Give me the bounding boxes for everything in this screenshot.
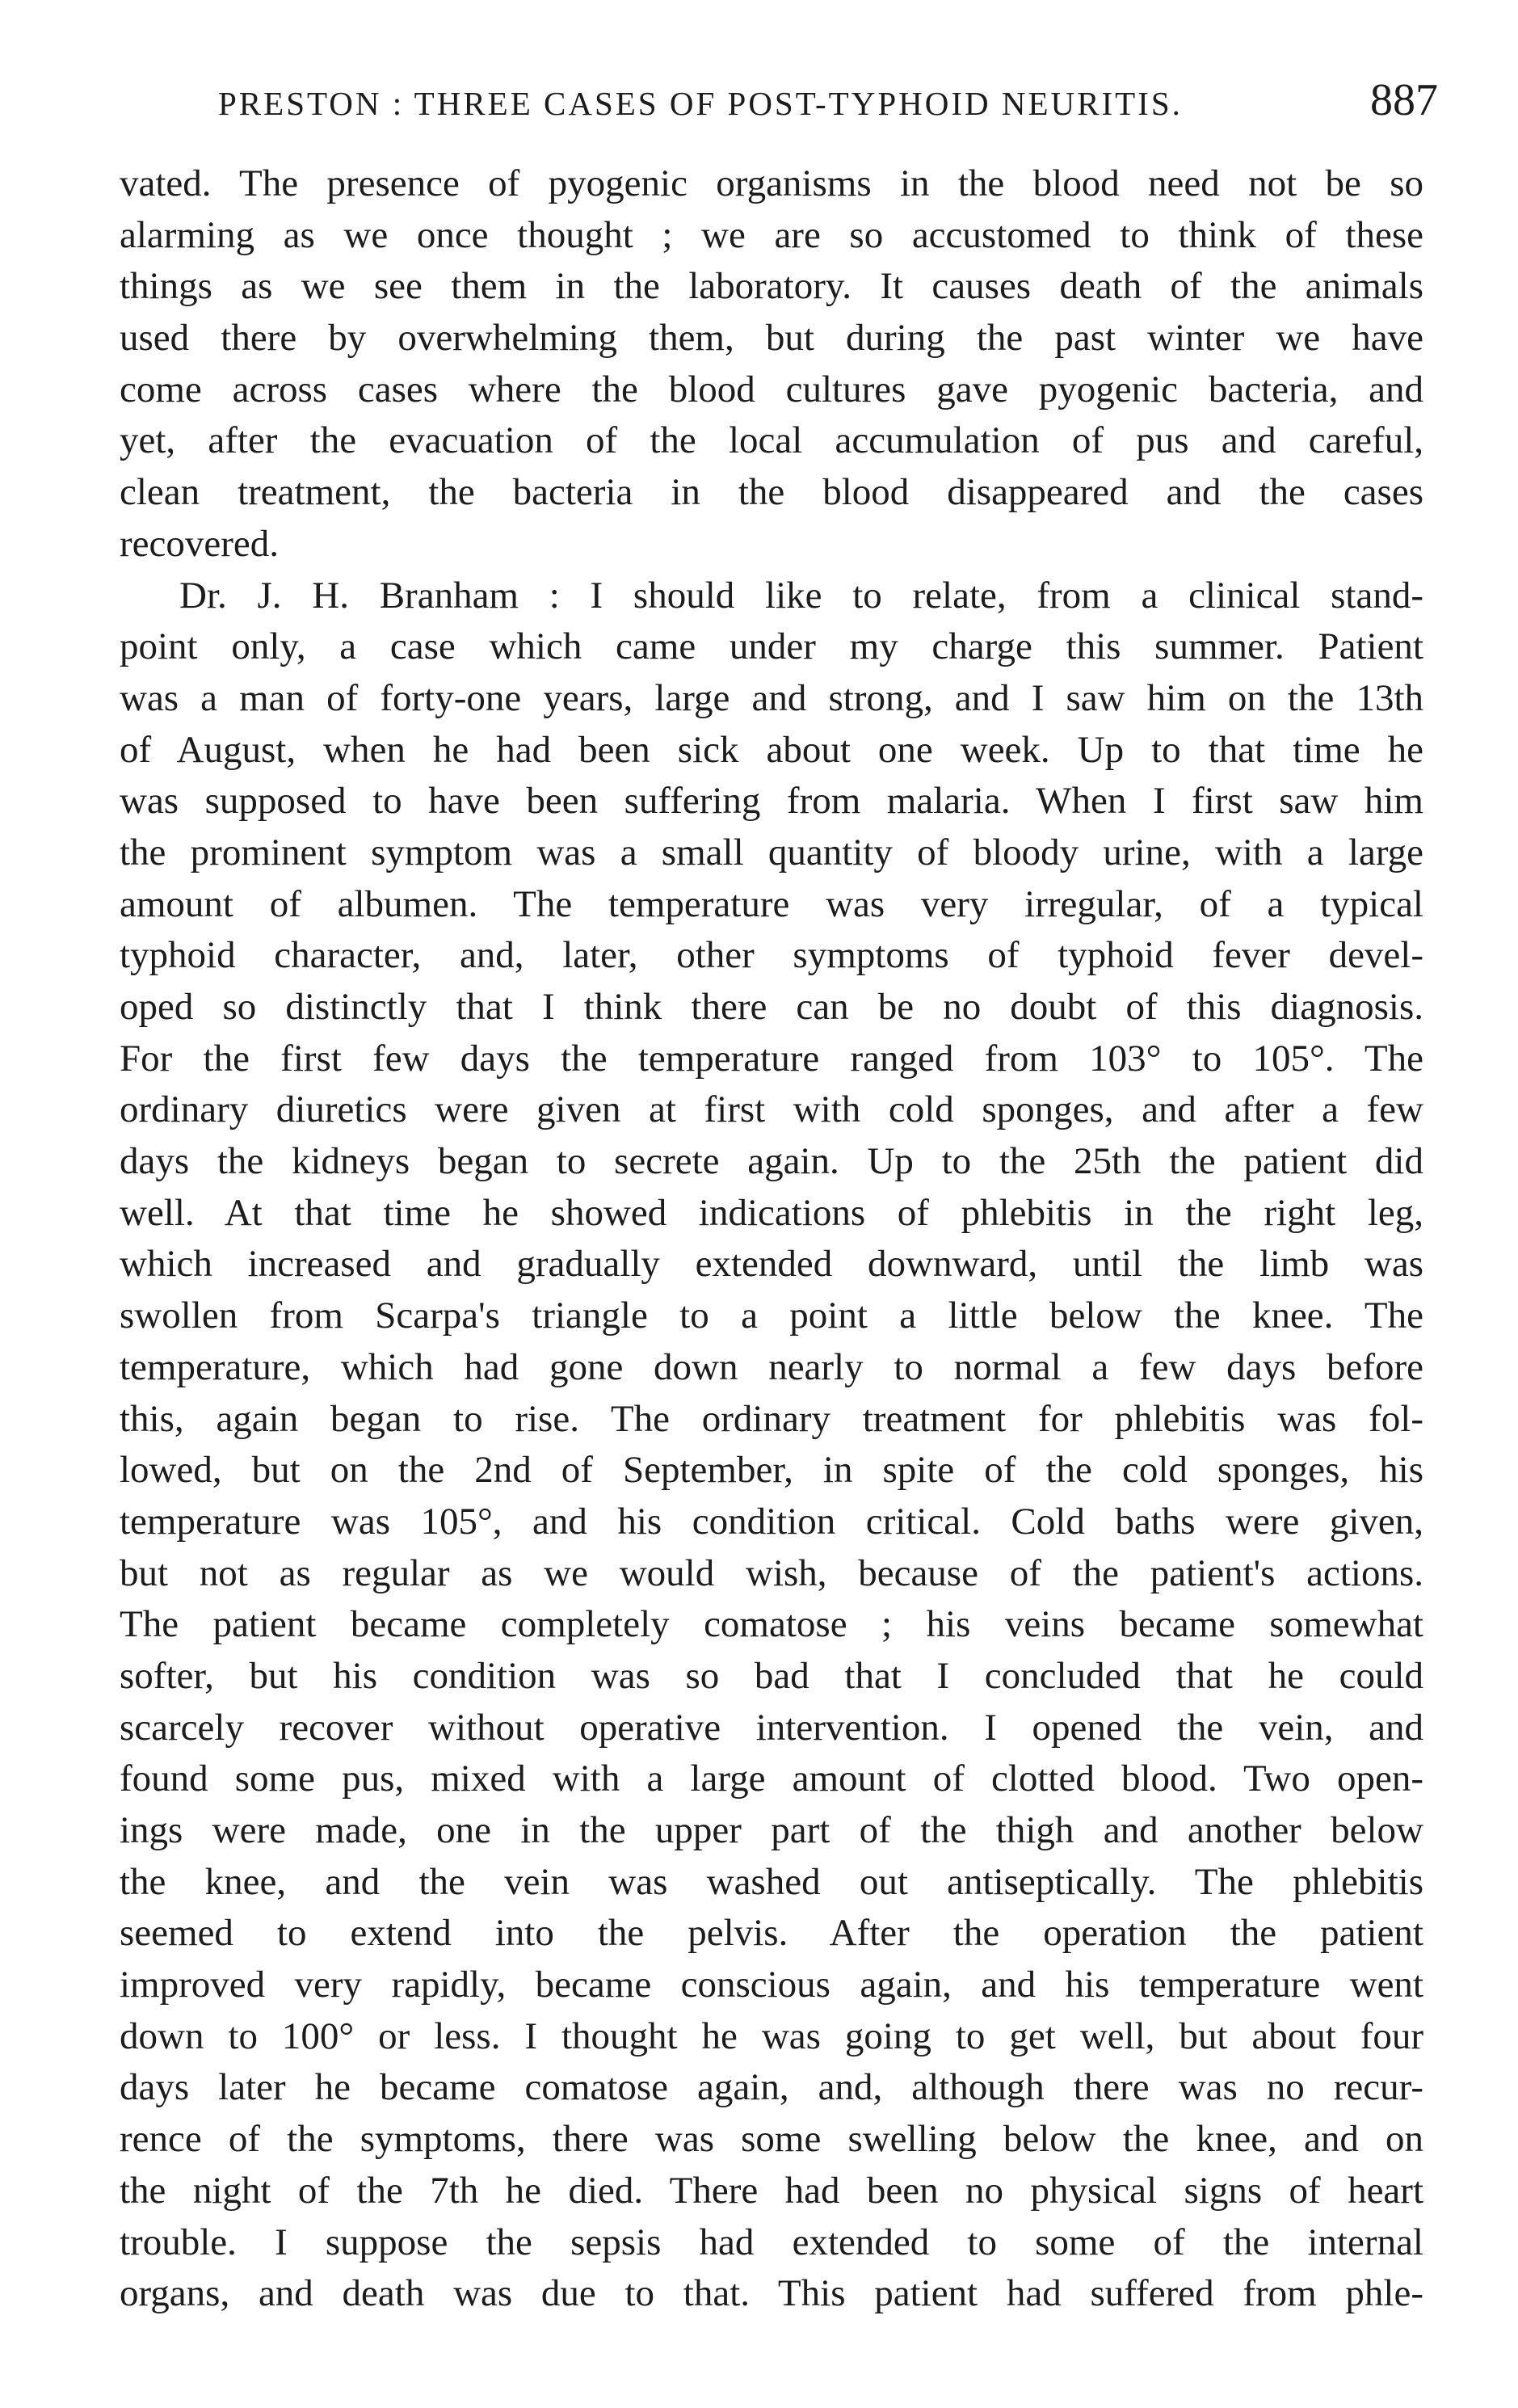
text-line: vated. The presence of pyogenic organisms in the blood need not be so <box>120 162 1423 204</box>
text-line: alarming as we once thought ; we are so accustomed to think of these <box>120 213 1423 256</box>
text-line: clean treatment, the bacteria in the blood disappeared and the cases <box>120 471 1423 514</box>
text-line: scarcely recover without operative intervention. I opened the vein, and <box>120 1706 1423 1749</box>
text-line: but not as regular as we would wish, because of the patient's actions. <box>120 1551 1423 1594</box>
text-line: rence of the symptoms, there was some swelling below the knee, and on <box>120 2118 1423 2161</box>
text-line: Dr. J. H. Branham : I should like to relate, from a clinical stand- <box>179 574 1423 617</box>
text-line: typhoid character, and, later, other symptoms of typhoid fever devel- <box>120 934 1423 977</box>
text-line: temperature was 105°, and his condition critical. Cold baths were given, <box>120 1500 1423 1543</box>
text-line: improved very rapidly, became conscious again, and his temperature went <box>120 1964 1423 2006</box>
text-line: which increased and gradually extended downward, until the limb was <box>120 1243 1423 1286</box>
text-line: oped so distinctly that I think there can be no doubt of this diagnosis. <box>120 986 1423 1028</box>
text-line: ordinary diuretics were given at first with cold sponges, and after a few <box>120 1088 1423 1131</box>
text-line: trouble. I suppose the sepsis had extended to some of the internal <box>120 2221 1423 2263</box>
body-text <box>120 158 1423 2320</box>
text-line: days later he became comatose again, and, although there was no recur- <box>120 2066 1423 2109</box>
running-title: PRESTON : THREE CASES OF POST-TYPHOID NEURITIS. <box>218 85 1183 122</box>
text-line: lowed, but on the 2nd of September, in spite of the cold sponges, his <box>120 1449 1423 1492</box>
text-line: softer, but his condition was so bad that I concluded that he could <box>120 1654 1423 1697</box>
text-line: yet, after the evacuation of the local accumulation of pus and careful, <box>120 419 1423 462</box>
text-line: this, again began to rise. The ordinary treatment for phlebitis was fol- <box>120 1397 1423 1440</box>
text-line: days the kidneys began to secrete again. Up to the 25th the patient did <box>120 1140 1423 1183</box>
running-head <box>218 74 1438 139</box>
text-line: the knee, and the vein was washed out antiseptically. The phlebitis <box>120 1860 1423 1903</box>
text-line: of August, when he had been sick about one week. Up to that time he <box>120 728 1423 771</box>
text-line: was supposed to have been suffering from malaria. When I first saw him <box>120 780 1423 823</box>
text-line: the prominent symptom was a small quantity of bloody urine, with a large <box>120 831 1423 874</box>
text-line: temperature, which had gone down nearly to normal a few days before <box>120 1345 1423 1388</box>
text-line: used there by overwhelming them, but during the past winter we have <box>120 317 1423 360</box>
text-line: found some pus, mixed with a large amount of clotted blood. Two open- <box>120 1758 1423 1800</box>
text-line: amount of albumen. The temperature was very irregular, of a typical <box>120 882 1423 925</box>
text-line: For the first few days the temperature ranged from 103° to 105°. The <box>120 1037 1423 1080</box>
text-line: things as we see them in the laboratory. It causes death of the animals <box>120 265 1423 308</box>
text-line: was a man of forty-one years, large and strong, and I saw him on the 13th <box>120 676 1423 719</box>
text-line: the night of the 7th he died. There had been no physical signs of heart <box>120 2169 1423 2212</box>
text-line: ings were made, one in the upper part of the thigh and another below <box>120 1809 1423 1851</box>
text-line: organs, and death was due to that. This patient had suffered from phle- <box>120 2272 1423 2315</box>
text-line: The patient became completely comatose ; his veins became somewhat <box>120 1603 1423 1646</box>
text-line: swollen from Scarpa's triangle to a point a little below the knee. The <box>120 1295 1423 1337</box>
text-line: well. At that time he showed indications of phlebitis in the right leg, <box>120 1191 1423 1234</box>
text-line: recovered. <box>120 522 279 565</box>
text-line: come across cases where the blood cultures gave pyogenic bacteria, and <box>120 368 1423 410</box>
text-line: point only, a case which came under my charge this summer. Patient <box>120 625 1423 668</box>
page-number: 887 <box>1370 75 1438 125</box>
text-line: seemed to extend into the pelvis. After the operation the patient <box>120 1912 1423 1955</box>
text-line: down to 100° or less. I thought he was going to get well, but about four <box>120 2014 1423 2057</box>
